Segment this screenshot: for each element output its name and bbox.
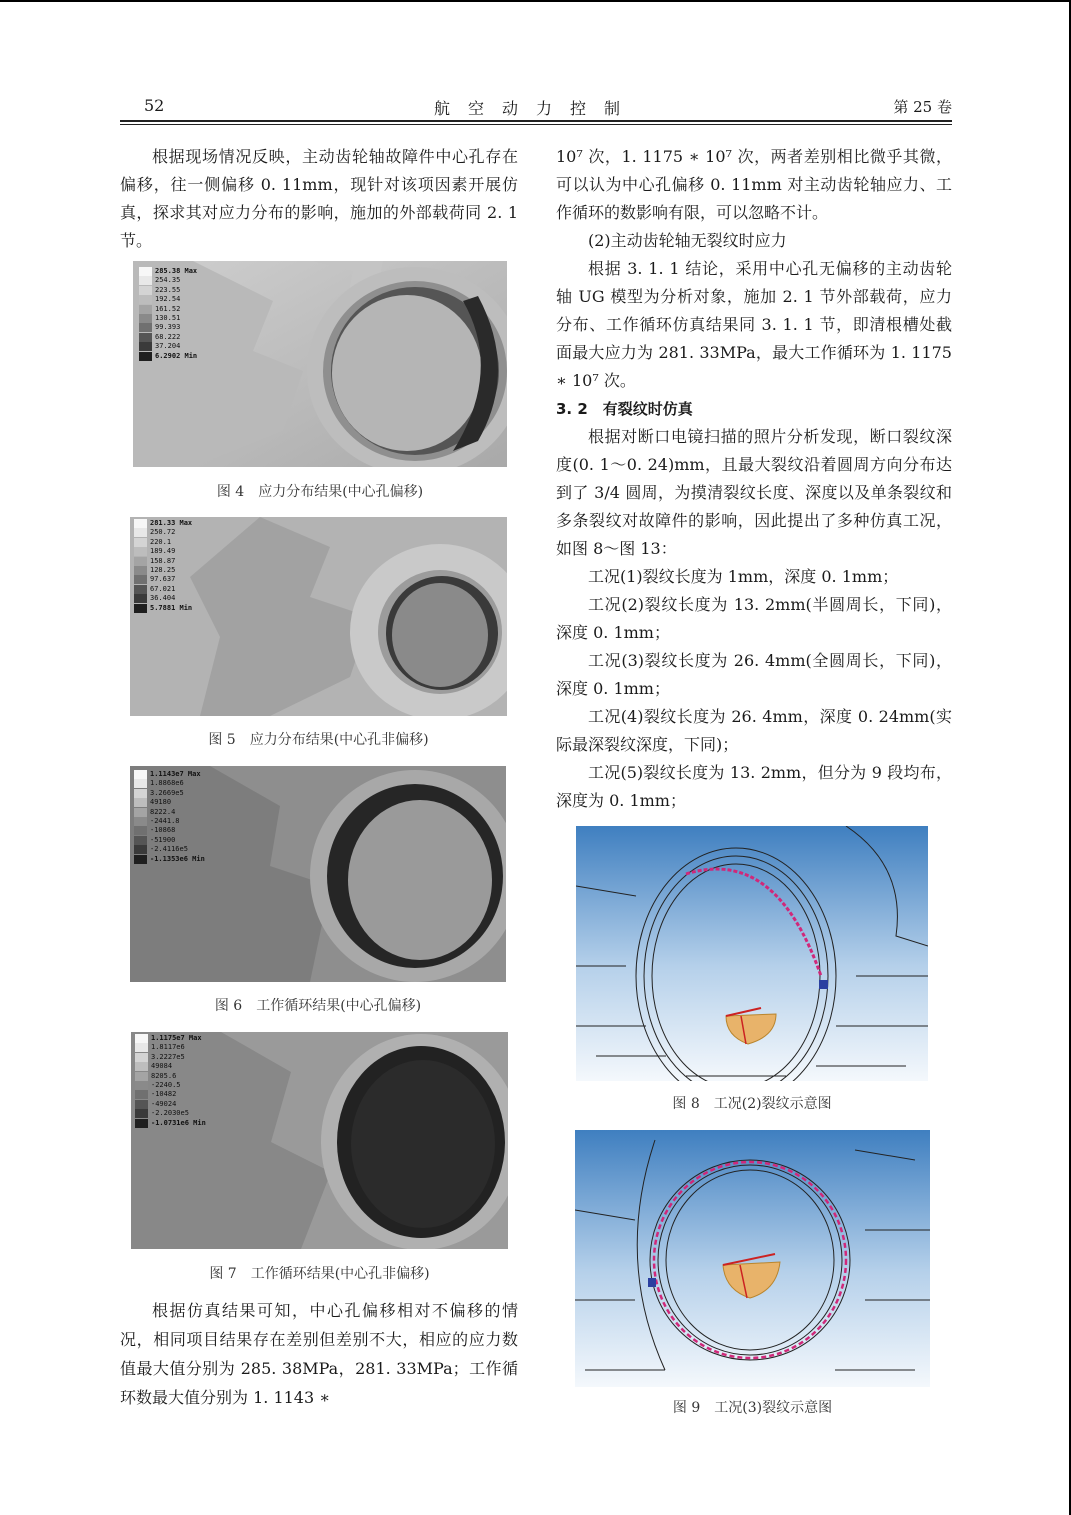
figure-6-cycles-offset — [130, 766, 506, 982]
cad-render-fig8 — [576, 826, 928, 1081]
legend-label: 68.222 — [155, 332, 181, 341]
legend-row — [134, 845, 205, 854]
legend-row — [139, 314, 197, 323]
legend-row — [135, 1109, 206, 1118]
legend-label: 8205.6 — [151, 1071, 177, 1080]
legend-swatch — [139, 323, 152, 332]
legend-row — [134, 585, 192, 594]
legend-row — [139, 352, 197, 361]
legend-label: 3.2669e5 — [150, 788, 184, 797]
legend-label: 5.7881 Min — [150, 603, 193, 612]
legend-label: 36.404 — [150, 594, 176, 603]
paragraph-crack-analysis: 根据对断口电镜扫描的照片分析发现，断口裂纹深度(0. 1～0. 24)mm，且最大裂纹沿着圆周方向分布达到了 3/4 圆周，为摸清裂纹长度、深度以及单条裂纹和多条裂纹对故障件的影响，因此提出了多种仿真工况，如图 8～图 13： — [556, 427, 952, 558]
legend-swatch — [134, 770, 147, 779]
legend-label: 189.49 — [150, 547, 176, 556]
paragraph-results: 根据仿真结果可知，中心孔偏移相对不偏移的情况，相同项目结果存在差别但差别不大，相应的应力数值最大值分别为 285. 38MPa，281. 33MPa；工作循环数最大值分别为 1. 1143 ∗ — [120, 1301, 518, 1407]
legend-label: 223.55 — [155, 285, 181, 294]
legend-swatch — [139, 267, 152, 276]
left-column-bottom — [120, 1296, 518, 1412]
legend-swatch — [139, 352, 152, 361]
legend-label: 128.25 — [150, 566, 176, 575]
legend-row — [139, 295, 197, 304]
legend-label: 281.33 Max — [150, 519, 193, 527]
legend-swatch — [134, 594, 147, 603]
legend-swatch — [135, 1062, 148, 1071]
legend-row — [134, 836, 205, 845]
legend-label: 1.1175e7 Max — [151, 1034, 202, 1042]
header-rule-thick — [120, 120, 952, 122]
case-4: 工况(4)裂纹长度为 26. 4mm，深度 0. 24mm(实际最深裂纹深度，下同)； — [556, 707, 952, 754]
legend-label: 250.72 — [150, 528, 176, 537]
legend-label: 49084 — [151, 1062, 173, 1071]
legend-swatch — [135, 1043, 148, 1052]
legend-row — [135, 1072, 206, 1081]
legend-label: -1.1353e6 Min — [150, 854, 205, 863]
legend-row — [139, 342, 197, 351]
legend-row — [139, 333, 197, 342]
legend-row — [134, 547, 192, 556]
legend-swatch — [135, 1053, 148, 1062]
figure-6-caption: 图 6 工作循环结果(中心孔偏移) — [214, 998, 422, 1014]
legend-row — [135, 1100, 206, 1109]
fig4-legend — [139, 267, 197, 361]
legend-row — [139, 267, 197, 276]
figure-7-cycles-non-offset — [131, 1032, 508, 1249]
legend-label: 285.38 Max — [155, 267, 198, 275]
fig5-legend — [134, 519, 192, 613]
legend-swatch — [134, 798, 147, 807]
figure-4-caption: 图 4 应力分布结果(中心孔偏移) — [216, 484, 424, 500]
legend-swatch — [139, 305, 152, 314]
case-2: 工况(2)裂纹长度为 13. 2mm(半圆周长，下同)，深度 0. 1mm； — [556, 595, 952, 642]
legend-label: 254.35 — [155, 276, 181, 285]
legend-label: 1.8868e6 — [150, 779, 184, 788]
legend-swatch — [134, 519, 147, 528]
legend-label: 3.2227e5 — [151, 1052, 185, 1061]
legend-row — [135, 1081, 206, 1090]
case-1: 工况(1)裂纹长度为 1mm，深度 0. 1mm； — [588, 567, 899, 586]
legend-label: -2.2030e5 — [151, 1109, 189, 1118]
legend-swatch — [135, 1081, 148, 1090]
legend-row — [134, 566, 192, 575]
legend-swatch — [134, 585, 147, 594]
figure-5-stress-non-offset — [130, 517, 507, 716]
legend-label: 67.021 — [150, 584, 176, 593]
left-column-top — [120, 143, 518, 255]
section-heading-3-2: 3. 2 有裂纹时仿真 — [556, 400, 693, 418]
legend-label: -2.4116e5 — [150, 845, 188, 854]
legend-swatch — [134, 855, 147, 864]
legend-swatch — [134, 557, 147, 566]
legend-label: 192.54 — [155, 295, 181, 304]
legend-row — [135, 1090, 206, 1099]
legend-swatch — [139, 295, 152, 304]
legend-swatch — [134, 566, 147, 575]
legend-swatch — [134, 808, 147, 817]
legend-swatch — [135, 1119, 148, 1128]
figure-8-caption: 图 8 工况(2)裂纹示意图 — [672, 1096, 832, 1112]
legend-row — [134, 594, 192, 603]
legend-swatch — [134, 845, 147, 854]
legend-swatch — [139, 314, 152, 323]
legend-swatch — [139, 333, 152, 342]
case-3: 工况(3)裂纹长度为 26. 4mm(全圆周长，下同)，深度 0. 1mm； — [556, 651, 952, 698]
legend-label: 49180 — [150, 798, 172, 807]
volume-label: 第 25 卷 — [893, 98, 952, 116]
legend-swatch — [134, 836, 147, 845]
legend-swatch — [134, 817, 147, 826]
legend-label: -49024 — [151, 1099, 177, 1108]
legend-label: 97.637 — [150, 575, 176, 584]
legend-swatch — [134, 826, 147, 835]
legend-row — [139, 276, 197, 285]
legend-swatch — [134, 789, 147, 798]
legend-label: 1.1143e7 Max — [150, 770, 201, 778]
figure-9-caption: 图 9 工况(3)裂纹示意图 — [672, 1400, 833, 1416]
figure-8-crack-case-2 — [576, 826, 928, 1081]
legend-swatch — [135, 1034, 148, 1043]
fig6-legend — [134, 770, 205, 864]
legend-label: 8222.4 — [150, 807, 176, 816]
legend-swatch — [139, 342, 152, 351]
legend-row — [134, 604, 192, 613]
legend-row — [134, 826, 205, 835]
legend-label: 161.52 — [155, 304, 181, 313]
legend-swatch — [135, 1100, 148, 1109]
right-column — [556, 143, 952, 815]
header-rule-thin — [120, 124, 952, 125]
legend-row — [135, 1119, 206, 1128]
legend-label: -2240.5 — [151, 1081, 181, 1090]
legend-label: 220.1 — [150, 537, 172, 546]
legend-swatch — [135, 1109, 148, 1118]
legend-row — [134, 528, 192, 537]
legend-label: 158.87 — [150, 556, 176, 565]
legend-label: 130.51 — [155, 314, 181, 323]
legend-swatch — [134, 528, 147, 537]
figure-7-caption: 图 7 工作循环结果(中心孔非偏移) — [209, 1266, 430, 1282]
legend-row — [134, 798, 205, 807]
legend-label: 1.8117e6 — [151, 1043, 185, 1052]
legend-row — [139, 286, 197, 295]
page-header — [120, 94, 952, 120]
figure-4-stress-offset — [133, 261, 507, 467]
legend-row — [134, 519, 192, 528]
legend-swatch — [139, 286, 152, 295]
paragraph-offset-intro: 根据现场情况反映，主动齿轮轴故障件中心孔存在偏移，往一侧偏移 0. 11mm，现针对该项因素开展仿真，探求其对应力分布的影响，施加的外部载荷同 2. 1 节。 — [120, 147, 518, 250]
legend-swatch — [134, 575, 147, 584]
legend-row — [139, 323, 197, 332]
legend-label: -10868 — [150, 826, 176, 835]
legend-swatch — [135, 1072, 148, 1081]
legend-label: 99.393 — [155, 323, 181, 332]
legend-swatch — [134, 604, 147, 613]
subheading-no-crack: (2)主动齿轮轴无裂纹时应力 — [588, 231, 787, 250]
figure-5-caption: 图 5 应力分布结果(中心孔非偏移) — [208, 732, 429, 748]
legend-swatch — [135, 1090, 148, 1099]
fig7-legend — [135, 1034, 206, 1128]
legend-row — [134, 817, 205, 826]
legend-label: 37.204 — [155, 342, 181, 351]
legend-swatch — [134, 547, 147, 556]
legend-label: -1.0731e6 Min — [151, 1118, 206, 1127]
legend-label: 6.2902 Min — [155, 351, 198, 360]
legend-row — [134, 779, 205, 788]
legend-row — [134, 538, 192, 547]
corner-mark-top — [0, 0, 1071, 2]
figure-9-crack-case-3 — [575, 1130, 930, 1387]
legend-label: -51900 — [150, 835, 176, 844]
page-number: 52 — [144, 96, 165, 115]
legend-swatch — [134, 779, 147, 788]
legend-row — [134, 770, 205, 779]
legend-row — [135, 1034, 206, 1043]
paragraph-continued: 10⁷ 次，1. 1175 ∗ 10⁷ 次，两者差别相比微乎其微，可以认为中心孔偏移 0. 11mm 对主动齿轮轴应力、工作循环的数影响有限，可以忽略不计。 — [556, 147, 952, 222]
legend-row — [135, 1053, 206, 1062]
legend-label: -10482 — [151, 1090, 177, 1099]
legend-row — [134, 808, 205, 817]
legend-row — [139, 305, 197, 314]
legend-row — [134, 557, 192, 566]
legend-swatch — [134, 538, 147, 547]
legend-row — [134, 855, 205, 864]
legend-row — [134, 575, 192, 584]
legend-swatch — [139, 276, 152, 285]
cad-render-fig9 — [575, 1130, 930, 1387]
legend-label: -2441.8 — [150, 817, 180, 826]
case-5: 工况(5)裂纹长度为 13. 2mm，但分为 9 段均布，深度为 0. 1mm； — [556, 763, 952, 810]
paragraph-no-crack: 根据 3. 1. 1 结论，采用中心孔无偏移的主动齿轮轴 UG 模型为分析对象，施加 2. 1 节外部载荷，应力分布、工作循环仿真结果同 3. 1. 1 节，即清根槽处截面最大应力为 281. 33MPa，最大工作循环为 1. 1175 ∗ 10⁷ 次。 — [556, 259, 952, 390]
legend-row — [135, 1062, 206, 1071]
legend-row — [135, 1043, 206, 1052]
legend-row — [134, 789, 205, 798]
journal-title: 航空动力控制 — [433, 99, 638, 118]
